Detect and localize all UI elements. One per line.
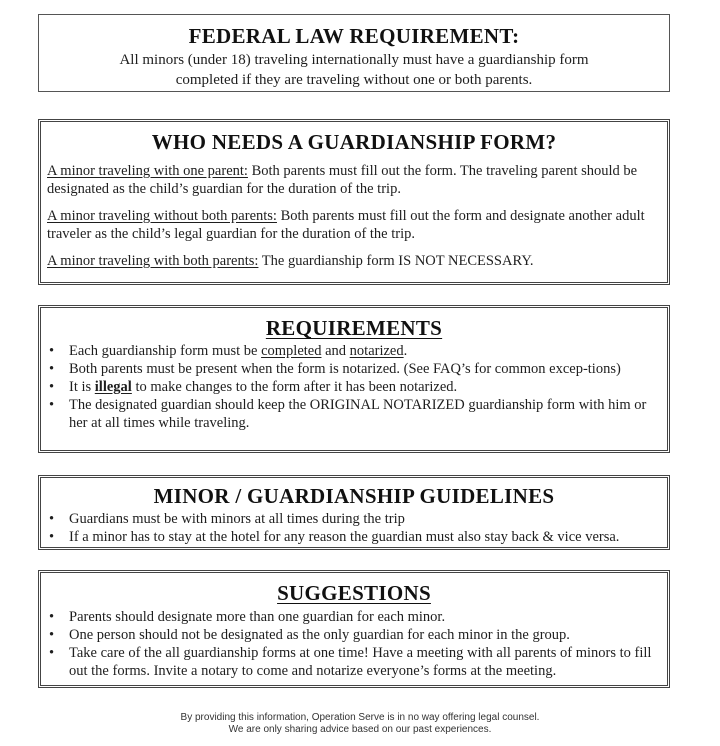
federal-law-line-2: completed if they are traveling without one or both parents. (175, 72, 533, 88)
suggestions-box (38, 570, 670, 688)
list-item: • One person should not be designated as the only guardian for each minor in the group. (49, 627, 570, 643)
bullet: • (49, 397, 55, 413)
requirements-box (38, 305, 670, 453)
bullet: • (49, 645, 55, 661)
who-needs-text: Both parents must fill out the form. The traveling parent should be designated as the child’s guardian for the duration of the trip. (47, 163, 638, 197)
who-needs-label: A minor traveling without both parents: (47, 208, 277, 224)
footer-disclaimer (0, 712, 720, 736)
who-needs-title: WHO NEEDS A GUARDIANSHIP FORM? (151, 130, 557, 154)
who-needs-text: Both parents must fill out the form and designate another adult traveler as the child’s legal guardian for the duration of the trip. (47, 208, 645, 242)
bullet: • (49, 343, 55, 359)
list-item: • Each guardianship form must be completed and notarized. (49, 343, 408, 359)
suggestions-title: SUGGESTIONS (277, 581, 431, 605)
illegal-emphasis: illegal (94, 379, 132, 395)
who-needs-label: A minor traveling with one parent: (47, 163, 248, 179)
bullet: • (49, 609, 55, 625)
bullet: • (49, 361, 55, 377)
federal-law-line-1: All minors (under 18) traveling internationally must have a guardianship form (119, 52, 589, 68)
bullet: • (49, 511, 55, 527)
who-needs-item-both-parents (47, 252, 661, 270)
who-needs-label: A minor traveling with both parents: (47, 253, 259, 269)
who-needs-box (38, 119, 670, 285)
requirements-list (47, 342, 661, 432)
list-item: • Guardians must be with minors at all times during the trip (49, 511, 405, 527)
list-item: • The designated guardian should keep the ORIGINAL NOTARIZED guardianship form with him or her at all times while traveling. (49, 397, 647, 431)
list-item: • Both parents must be present when the form is notarized. (See FAQ’s for common excep-tions) (49, 361, 621, 377)
bullet: • (49, 529, 55, 545)
who-needs-item-without-both (47, 207, 661, 243)
notarized-emphasis: notarized (349, 343, 404, 359)
bullet: • (49, 627, 55, 643)
list-item: • It is illegal to make changes to the form after it has been notarized. (49, 379, 458, 395)
guidelines-box (38, 475, 670, 550)
footer-line-2: We are only sharing advice based on our past experiences. (228, 724, 492, 735)
list-item: • Take care of the all guardianship forms at one time! Have a meeting with all parents of minors to fill out the forms. Invite a notary to come and notarize everyone’s forms at the meeting. (49, 645, 652, 679)
who-needs-item-one-parent (47, 162, 661, 198)
completed-emphasis: completed (261, 343, 322, 359)
federal-law-title: FEDERAL LAW REQUIREMENT: (188, 24, 520, 48)
footer-line-1: By providing this information, Operation Serve is in no way offering legal counsel. (180, 712, 540, 723)
suggestions-list (47, 608, 661, 680)
guidelines-title: MINOR / GUARDIANSHIP GUIDELINES (153, 484, 555, 508)
guidelines-list (47, 510, 661, 546)
list-item: • Parents should designate more than one guardian for each minor. (49, 609, 446, 625)
requirements-title: REQUIREMENTS (265, 316, 443, 340)
who-needs-text: The guardianship form IS NOT NECESSARY. (258, 253, 534, 269)
bullet: • (49, 379, 55, 395)
list-item: • If a minor has to stay at the hotel for any reason the guardian must also stay back & vice versa. (49, 529, 620, 545)
federal-law-box (38, 14, 670, 92)
